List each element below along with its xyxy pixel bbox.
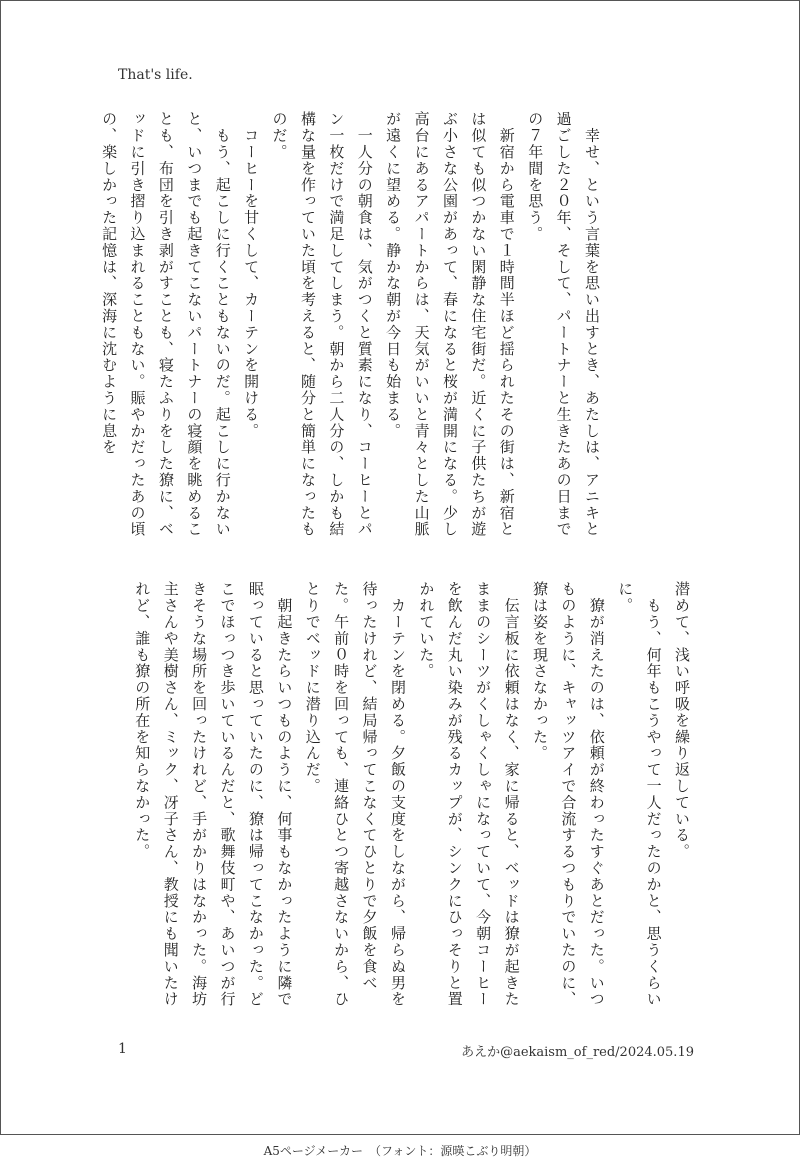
paragraph: 獠が消えたのは、依頼が終わったすぐあとだった。いつものように、キャッツアイで合流するつもりでいたのに、獠は姿を現さなかった。 — [530, 581, 606, 1008]
paragraph: コーヒーを甘くして、カーテンを開ける。 — [242, 111, 261, 439]
paragraph: 一人分の朝食は、気がつくと質素になり、コーヒーとパン一枚だけで満足してしまう。朝から二人分の、しかも結構な量を作っていた頃を考えると、随分と簡単になったものだ。 — [270, 111, 374, 538]
app-footer-label: A5ページメーカー （フォント：源暎こぶり明朝） — [263, 1144, 537, 1158]
page-number: 1 — [118, 1041, 127, 1057]
text-block-top — [96, 111, 606, 551]
text-block-bottom — [96, 581, 696, 1021]
document-title: That's life. — [118, 67, 193, 83]
paragraph: 新宿から電車で１時間半ほど揺られたその街は、新宿とは似ても似つかない閑静な住宅街だ。近くに子供たちが遊ぶ小さな公園があって、春になると桜が満開になる。少し高台にあるアパートからは、天気がいいと青々とした山脈が遠くに望める。静かな朝が今日も始まる。 — [384, 111, 516, 538]
paragraph: 潜めて、浅い呼吸を繰り返している。 — [673, 581, 691, 860]
paragraph: カーテンを閉める。夕飯の支度をしながら、帰らぬ男を待ったけれど、結局帰ってこなくてひとりで夕飯を食べた。午前０時を回っても、連絡ひとつ寄越さないから、ひとりでベッドに潜り込んだ。 — [303, 581, 407, 1008]
paragraph: もう、起こしに行くこともないのだ。起こしに行かないと、いつまでも起きてこないパートナーの寝顔を眺めることも、布団を引き剥がすことも、寝たふりをした獠に、ベッドに引き摺り込まれることもない。賑やかだったあの頃の、楽しかった記憶は、深海に沈むように息を — [100, 111, 232, 538]
paragraph: もう、何年もこうやって一人だったのかと、思うくらいに。 — [616, 581, 663, 1008]
author-credit: あえか@aekaism_of_red/2024.05.19 — [461, 1045, 694, 1060]
paragraph: 伝言板に依頼はなく、家に帰ると、ベッドは獠が起きたままのシーツがくしゃくしゃになっていて、今朝コーヒーを飲んだ丸い染みが残るカップが、シンクにひっそりと置かれていた。 — [417, 581, 521, 1008]
paragraph: 幸せ、という言葉を思い出すとき、あたしは、アニキと過ごした２０年、そして、パートナーと生きたあの日までの７年間を思う。 — [526, 111, 601, 538]
paragraph: 朝起きたらいつものように、何事もなかったように隣で眠っていると思っていたのに、獠は帰ってこなかった。どこでほっつき歩いているんだと、歌舞伎町や、あいつが行きそうな場所を回ったけれど、手がかりはなかった。海坊主さんや美樹さん、ミック、冴子さん、教授にも聞いたけれど、誰も獠の所在を知らなかった。 — [133, 581, 294, 1008]
